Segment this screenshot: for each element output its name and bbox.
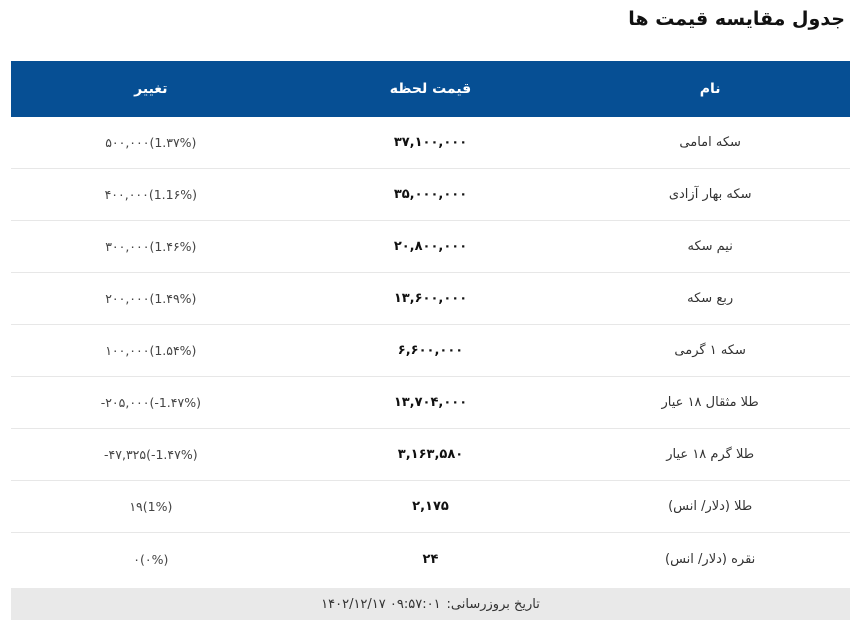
row-price: ۳۵,۰۰۰,۰۰۰ (393, 187, 468, 202)
header-price: قیمت لحظه (389, 81, 472, 97)
row-change: ۱۹(1%) (129, 499, 173, 514)
row-price: ۲۴ (422, 551, 439, 567)
row-price: ۱۳,۷۰۴,۰۰۰ (393, 395, 468, 410)
table-row (11, 481, 850, 533)
update-label: تاریخ بروزرسانی: (446, 596, 540, 612)
table-row (11, 377, 850, 429)
row-change: -۴۷,۳۲۵(-1.۴۷%) (104, 447, 198, 462)
table-row (11, 533, 850, 585)
row-name: سکه ۱ گرمی (674, 343, 746, 358)
row-change: -۲۰۵,۰۰۰(-1.۴۷%) (100, 395, 201, 410)
row-price: ۲۰,۸۰۰,۰۰۰ (393, 239, 468, 254)
row-name: ربع سکه (687, 291, 734, 306)
table-header (11, 61, 850, 117)
row-name: سکه بهار آزادی (668, 187, 752, 202)
header-name: نام (699, 81, 721, 97)
row-change: ۲۰۰,۰۰۰(1.۴۹%) (105, 291, 197, 306)
row-name: نقره (دلار/ انس) (665, 551, 756, 567)
table-row (11, 221, 850, 273)
row-price: ۶,۶۰۰,۰۰۰ (397, 343, 464, 358)
table-row (11, 117, 850, 169)
row-change: ۳۰۰,۰۰۰(1.۴۶%) (105, 239, 197, 254)
row-price: ۳۷,۱۰۰,۰۰۰ (393, 135, 468, 150)
update-footer (11, 588, 850, 620)
price-table (11, 61, 850, 585)
row-change: ۴۰۰,۰۰۰(1.1۶%) (104, 187, 198, 202)
table-row (11, 429, 850, 481)
table-row (11, 169, 850, 221)
page-title: جدول مقایسه قیمت ها (628, 8, 845, 30)
row-name: نیم سکه (687, 239, 733, 254)
row-change: ۵۰۰,۰۰۰(1.۳۷%) (105, 135, 197, 150)
row-price: ۱۳,۶۰۰,۰۰۰ (393, 291, 468, 306)
row-change: ۱۰۰,۰۰۰(1.۵۴%) (105, 343, 197, 358)
row-price: ۲,۱۷۵ (412, 499, 449, 514)
table-row (11, 273, 850, 325)
table-body (11, 117, 850, 585)
header-change: تغییر (134, 81, 168, 97)
row-name: طلا مثقال ۱۸ عیار (661, 395, 759, 410)
row-name: طلا گرم ۱۸ عیار (666, 447, 755, 462)
row-price: ۳,۱۶۳,۵۸۰ (397, 447, 464, 462)
row-name: طلا (دلار/ انس) (668, 499, 753, 514)
table-row (11, 325, 850, 377)
row-name: سکه امامی (679, 135, 741, 150)
row-change: ۰(۰%) (133, 551, 169, 567)
update-date: ۱۴۰۲/۱۲/۱۷ ۰۹:۵۷:۰۱ (321, 596, 441, 612)
